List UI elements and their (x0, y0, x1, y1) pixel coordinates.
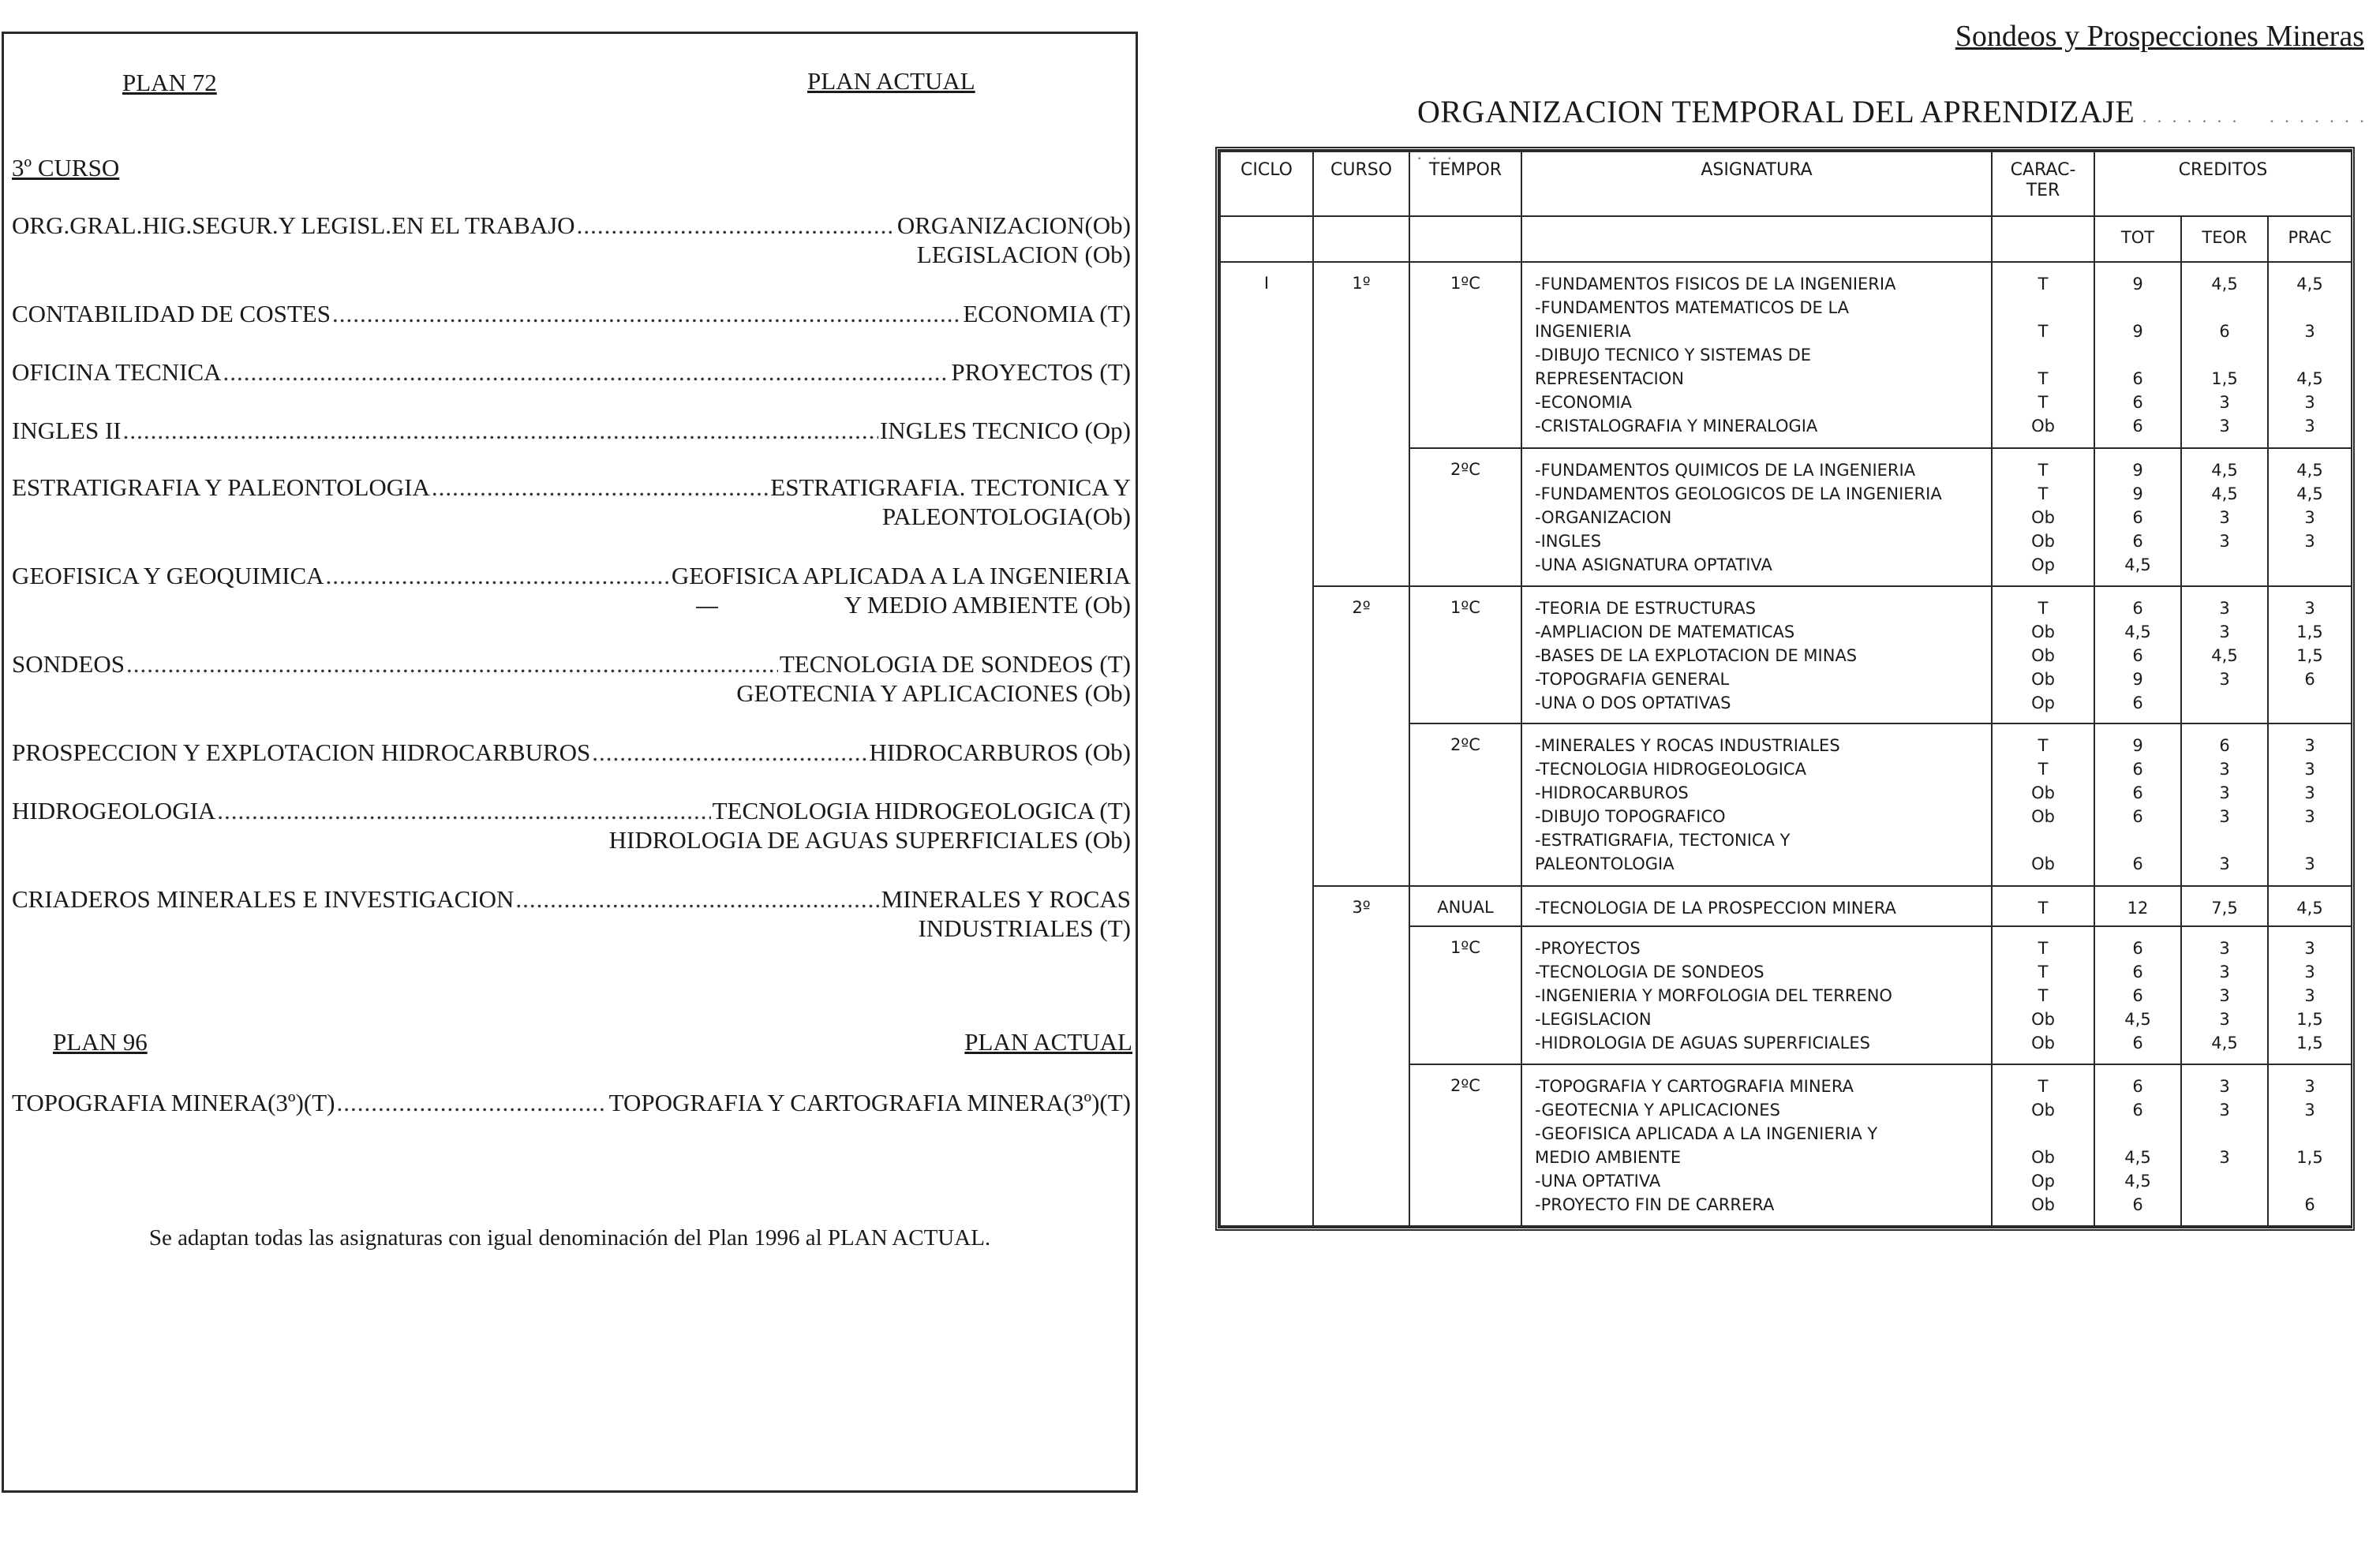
teor-cell (2181, 448, 2268, 586)
asignatura-cell (1521, 448, 1992, 586)
value-line: 6 (2132, 645, 2143, 665)
value-line: 3 (2219, 532, 2230, 551)
value-line (1993, 1122, 2094, 1146)
subject-line: MEDIO AMBIENTE (1535, 1147, 1682, 1167)
value-line: 9 (2132, 484, 2143, 504)
value-line: 3 (2219, 393, 2230, 412)
value-line: 6 (2132, 1194, 2143, 1214)
value-line: 3 (2304, 760, 2315, 780)
value-line: Op (2031, 693, 2055, 712)
value-line: 3 (2304, 783, 2315, 803)
caracter-cell (1992, 586, 2094, 724)
value-line: 3 (2304, 393, 2315, 412)
equivalence-row (12, 649, 1131, 708)
old-subject: CONTABILIDAD DE COSTES (12, 300, 331, 327)
value-line (2095, 828, 2180, 852)
value-line: 6 (2132, 783, 2143, 803)
value-line: 6 (2132, 963, 2143, 982)
value-line: 3 (2304, 1100, 2315, 1120)
value-line: 3 (2219, 508, 2230, 528)
subject-line: -BASES DE LA EXPLOTACION DE MINAS (1535, 645, 1858, 665)
value-line: 9 (2132, 669, 2143, 689)
tempor-cell: 1ºC (1409, 586, 1521, 724)
prac-cell (2268, 586, 2352, 724)
value-line: 6 (2132, 760, 2143, 780)
asignatura-cell (1521, 262, 1992, 448)
value-line (2182, 1122, 2267, 1146)
new-subject-continuation: PALEONTOLOGIA(Ob) (881, 503, 1131, 530)
value-line: 4,5 (2296, 484, 2323, 504)
schedule-block (1220, 586, 2352, 724)
asignatura-cell (1521, 886, 1992, 926)
value-line: 3 (2219, 783, 2230, 803)
value-line: T (2038, 484, 2049, 504)
value-line: 9 (2132, 275, 2143, 293)
value-line: 6 (2132, 986, 2143, 1006)
subject-line: -INGENIERIA Y MORFOLOGIA DEL TERRENO (1535, 986, 1892, 1006)
value-line: 4,5 (2211, 461, 2238, 480)
equivalence-row (12, 796, 1131, 854)
value-line: 4,5 (2124, 1010, 2151, 1030)
equivalence-row (12, 473, 1131, 531)
old-subject: OFICINA TECNICA (12, 358, 222, 386)
value-line: 1,5 (2211, 369, 2238, 388)
old-subject: HIDROGEOLOGIA (12, 797, 216, 824)
old-subject: SONDEOS (12, 650, 125, 678)
equivalence-row (12, 738, 1131, 767)
new-subject: TECNOLOGIA HIDROGEOLOGICA (T) (712, 797, 1131, 824)
value-line: Op (2031, 1171, 2055, 1191)
value-line (2182, 691, 2267, 715)
value-line (2182, 1193, 2267, 1217)
value-line: 6 (2132, 693, 2143, 712)
value-line: Op (2031, 555, 2055, 575)
caracter-cell (1992, 723, 2094, 885)
equivalence-row (12, 561, 1131, 619)
prac-cell (2268, 448, 2352, 586)
header-caracter-line-1: CARAC- (2010, 160, 2076, 180)
asignatura-cell (1521, 586, 1992, 724)
tempor-cell: 2ºC (1409, 723, 1521, 885)
caracter-cell (1992, 448, 2094, 586)
new-subject: ESTRATIGRAFIA. TECTONICA Y (770, 473, 1131, 501)
value-line: 6 (2304, 1194, 2315, 1214)
value-line: 6 (2219, 322, 2230, 341)
value-line: 3 (2304, 322, 2315, 341)
value-line (2095, 343, 2180, 367)
subject-line: -FUNDAMENTOS GEOLOGICOS DE LA INGENIERIA (1535, 484, 1942, 504)
header-tempor: TEMPOR (1409, 151, 1521, 216)
value-line: T (2038, 736, 2049, 756)
value-line: Ob (2031, 532, 2055, 551)
value-line: 3 (2304, 417, 2315, 436)
subject-line: INGENIERIA (1535, 322, 1631, 341)
subject-line: -AMPLIACION DE MATEMATICAS (1535, 622, 1795, 641)
plan72-label: PLAN 72 (122, 69, 217, 96)
value-line: 9 (2132, 461, 2143, 480)
tot-cell (2094, 723, 2181, 885)
subject-line: -ESTRATIGRAFIA, TECTONICA Y (1535, 831, 1791, 851)
value-line: 1,5 (2296, 622, 2323, 641)
subject-line: -TECNOLOGIA HIDROGEOLOGICA (1535, 760, 1806, 780)
value-line: Ob (2031, 1034, 2055, 1053)
value-line: 3 (2304, 986, 2315, 1006)
page-title-text: ORGANIZACION TEMPORAL DEL APRENDIZAJE (1417, 94, 2135, 129)
value-line: Ob (2031, 1194, 2055, 1214)
value-line: 3 (2219, 622, 2230, 641)
value-line: 6 (2132, 393, 2143, 412)
header-asignatura: ASIGNATURA (1521, 151, 1992, 216)
dash-mark (696, 607, 718, 608)
header-curso: CURSO (1313, 151, 1409, 216)
value-line: 4,5 (2124, 1171, 2151, 1191)
caracter-cell (1992, 886, 2094, 926)
old-subject: CRIADEROS MINERALES E INVESTIGACION (12, 885, 515, 913)
value-line (2269, 1122, 2351, 1146)
new-subject: ECONOMIA (T) (963, 300, 1131, 327)
old-subject: PROSPECCION Y EXPLOTACION HIDROCARBUROS (12, 738, 591, 766)
value-line: 1,5 (2296, 645, 2323, 665)
organization-table (1215, 147, 2355, 1231)
value-line (2182, 343, 2267, 367)
value-line: 3 (2304, 508, 2315, 528)
subject-line: -UNA O DOS OPTATIVAS (1535, 693, 1731, 712)
new-subject-continuation: GEOTECNIA Y APLICACIONES (Ob) (736, 679, 1131, 707)
equivalence-row (12, 884, 1131, 943)
value-line: T (2038, 760, 2049, 780)
value-line (2182, 553, 2267, 577)
tempor-cell: 1ºC (1409, 262, 1521, 448)
value-line: 4,5 (2124, 1147, 2151, 1167)
new-subject: HIDROCARBUROS (Ob) (869, 738, 1131, 766)
header-ciclo: CICLO (1220, 151, 1313, 216)
new-subject: INGLES TECNICO (Op) (879, 417, 1131, 444)
value-line: 3 (2304, 598, 2315, 618)
header-tot: TOT (2094, 216, 2181, 262)
value-line: 3 (2304, 854, 2315, 874)
value-line: 3 (2304, 963, 2315, 982)
subject-line: -MINERALES Y ROCAS INDUSTRIALES (1535, 736, 1840, 756)
value-line: 1,5 (2296, 1147, 2323, 1167)
teor-cell (2181, 723, 2268, 885)
value-line: Ob (2031, 1147, 2055, 1167)
value-line: T (2038, 986, 2049, 1006)
value-line: 3 (2219, 1076, 2230, 1096)
curso-cell: 2º (1313, 586, 1409, 886)
tot-cell (2094, 448, 2181, 586)
teor-cell (2181, 886, 2268, 926)
value-line: 9 (2132, 322, 2143, 341)
old-subject: ORG.GRAL.HIG.SEGUR.Y LEGISL.EN EL TRABAJO (12, 211, 575, 239)
value-line: T (2038, 598, 2049, 618)
value-line (2095, 1122, 2180, 1146)
value-line: Ob (2031, 807, 2055, 827)
subject-line: -FUNDAMENTOS MATEMATICOS DE LA (1535, 298, 1850, 317)
value-line: 6 (2132, 807, 2143, 827)
equivalence-row (12, 299, 1131, 328)
value-line: 6 (2132, 1076, 2143, 1096)
new-subject-continuation: LEGISLACION (Ob) (916, 241, 1131, 268)
value-line: 4,5 (2296, 369, 2323, 388)
value-line: Ob (2031, 854, 2055, 874)
value-line: 4,5 (2296, 461, 2323, 480)
page-title: ORGANIZACION TEMPORAL DEL APRENDIZAJE . . . . . . . . . . . . . . . . . (1417, 94, 2367, 163)
value-line (2182, 828, 2267, 852)
value-line (2269, 553, 2351, 577)
value-line (1993, 296, 2094, 320)
subject-line: -TECNOLOGIA DE LA PROSPECCION MINERA (1535, 898, 1896, 918)
prac-cell (2268, 886, 2352, 926)
value-line: 6 (2219, 736, 2230, 756)
value-line: 3 (2219, 669, 2230, 689)
subject-line: -TEORIA DE ESTRUCTURAS (1535, 598, 1756, 618)
header-creditos: CREDITOS (2094, 151, 2352, 216)
schedule-block (1220, 886, 2352, 926)
value-line: Ob (2031, 783, 2055, 803)
teor-cell (2181, 262, 2268, 448)
value-line (2269, 1169, 2351, 1193)
plan-actual-label: PLAN ACTUAL (807, 67, 975, 95)
value-line: 3 (2219, 986, 2230, 1006)
equivalence-row (12, 211, 1131, 269)
subject-line: REPRESENTACION (1535, 369, 1684, 388)
value-line: T (2038, 275, 2049, 293)
value-line: T (2038, 369, 2049, 388)
value-line: Ob (2031, 1010, 2055, 1030)
schedule-block (1220, 262, 2352, 448)
ciclo-cell: I (1220, 262, 1313, 1226)
equivalence-row (12, 416, 1131, 445)
value-line: 3 (2304, 807, 2315, 827)
prac-cell (2268, 262, 2352, 448)
new-subject-continuation: HIDROLOGIA DE AGUAS SUPERFICIALES (Ob) (608, 826, 1131, 854)
value-line: 4,5 (2296, 898, 2323, 918)
tot-cell (2094, 262, 2181, 448)
value-line: 3 (2219, 939, 2230, 959)
subject-line: -FUNDAMENTOS FISICOS DE LA INGENIERIA (1535, 275, 1896, 293)
header-prac: PRAC (2268, 216, 2352, 262)
plan-equivalence-panel (2, 32, 1138, 1493)
subject-line: -ORGANIZACION (1535, 508, 1672, 528)
tempor-cell: ANUAL (1409, 886, 1521, 926)
subject-line: -LEGISLACION (1535, 1010, 1652, 1030)
value-line: Ob (2031, 622, 2055, 641)
teor-cell (2181, 586, 2268, 724)
asignatura-cell (1521, 723, 1992, 885)
subject-line: -DIBUJO TOPOGRAFICO (1535, 807, 1726, 827)
value-line: 7,5 (2211, 898, 2238, 918)
tot-cell (2094, 886, 2181, 926)
subject-line: -CRISTALOGRAFIA Y MINERALOGIA (1535, 417, 1818, 436)
value-line: Ob (2031, 508, 2055, 528)
value-line (2269, 691, 2351, 715)
value-line: T (2038, 898, 2049, 918)
value-line: 3 (2219, 417, 2230, 436)
plan-actual-label-2: PLAN ACTUAL (964, 1028, 1132, 1056)
value-line (2095, 296, 2180, 320)
value-line (2269, 343, 2351, 367)
value-line: 3 (2219, 963, 2230, 982)
value-line (1993, 343, 2094, 367)
subject-line: -FUNDAMENTOS QUIMICOS DE LA INGENIERIA (1535, 461, 1916, 480)
subject-line: -GEOFISICA APLICADA A LA INGENIERIA Y (1535, 1123, 1878, 1143)
subject-line: -TECNOLOGIA DE SONDEOS (1535, 963, 1764, 982)
value-line: 6 (2132, 1034, 2143, 1053)
caracter-cell (1992, 262, 2094, 448)
new-subject: MINERALES Y ROCAS (881, 885, 1131, 913)
teor-cell (2181, 926, 2268, 1064)
old-subject: TOPOGRAFIA MINERA(3º)(T) (12, 1089, 335, 1116)
new-subject: ORGANIZACION(Ob) (896, 211, 1131, 239)
value-line: 3 (2304, 1076, 2315, 1096)
subject-line: -PROYECTO FIN DE CARRERA (1535, 1194, 1775, 1214)
curso-label: 3º CURSO (12, 154, 120, 181)
value-line: 4,5 (2211, 275, 2238, 293)
document-header: Sondeos y Prospecciones Mineras (1955, 20, 2364, 53)
value-line: 3 (2219, 760, 2230, 780)
value-line: 3 (2304, 532, 2315, 551)
value-line: 3 (2219, 1147, 2230, 1167)
old-subject: GEOFISICA Y GEOQUIMICA (12, 562, 324, 589)
value-line: T (2038, 1076, 2049, 1096)
subject-line: -UNA ASIGNATURA OPTATIVA (1535, 555, 1772, 575)
value-line (2269, 296, 2351, 320)
value-line: 6 (2132, 1100, 2143, 1120)
value-line: 3 (2219, 807, 2230, 827)
value-line: T (2038, 963, 2049, 982)
teor-cell (2181, 1064, 2268, 1226)
header-caracter (1992, 151, 2094, 216)
subject-line: PALEONTOLOGIA (1535, 854, 1675, 874)
value-line (2269, 828, 2351, 852)
asignatura-cell (1521, 1064, 1992, 1226)
value-line (1993, 828, 2094, 852)
value-line: 4,5 (2124, 555, 2151, 575)
value-line: 4,5 (2296, 275, 2323, 293)
value-line: 1,5 (2296, 1010, 2323, 1030)
value-line: 3 (2219, 1010, 2230, 1030)
schedule-table (1219, 151, 2352, 1227)
new-subject: PROYECTOS (T) (951, 358, 1131, 386)
curso-cell: 3º (1313, 886, 1409, 1226)
subject-line: -HIDROLOGIA DE AGUAS SUPERFICIALES (1535, 1034, 1870, 1053)
subject-line: -GEOTECNIA Y APLICACIONES (1535, 1100, 1780, 1120)
new-subject-continuation: INDUSTRIALES (T) (918, 914, 1131, 942)
value-line: 6 (2304, 669, 2315, 689)
tot-cell (2094, 1064, 2181, 1226)
old-subject: INGLES II (12, 417, 122, 444)
value-line (2182, 1169, 2267, 1193)
plan96-equivalence-row (12, 1088, 1131, 1117)
old-subject: ESTRATIGRAFIA Y PALEONTOLOGIA (12, 473, 430, 501)
subject-line: -TOPOGRAFIA Y CARTOGRAFIA MINERA (1535, 1076, 1854, 1096)
value-line: Ob (2031, 417, 2055, 436)
new-subject: TOPOGRAFIA Y CARTOGRAFIA MINERA(3º)(T) (608, 1089, 1131, 1116)
tempor-cell: 2ºC (1409, 448, 1521, 586)
subject-line: -PROYECTOS (1535, 939, 1641, 959)
value-line: 6 (2132, 939, 2143, 959)
value-line: 3 (2304, 736, 2315, 756)
new-subject: TECNOLOGIA DE SONDEOS (T) (779, 650, 1131, 678)
tempor-cell: 1ºC (1409, 926, 1521, 1064)
subject-line: -HIDROCARBUROS (1535, 783, 1689, 803)
subject-line: -DIBUJO TECNICO Y SISTEMAS DE (1535, 346, 1812, 365)
value-line: 6 (2132, 598, 2143, 618)
value-line: 6 (2132, 508, 2143, 528)
asignatura-cell (1521, 926, 1992, 1064)
value-line: 3 (2219, 854, 2230, 874)
tot-cell (2094, 926, 2181, 1064)
subject-line: -UNA OPTATIVA (1535, 1171, 1661, 1191)
prac-cell (2268, 723, 2352, 885)
value-line: 4,5 (2211, 1034, 2238, 1053)
value-line: 3 (2219, 598, 2230, 618)
value-line: 6 (2132, 369, 2143, 388)
header-caracter-line-2: TER (2026, 181, 2060, 200)
value-line: 9 (2132, 736, 2143, 756)
caracter-cell (1992, 926, 2094, 1064)
subject-line: -ECONOMIA (1535, 393, 1632, 412)
value-line: Ob (2031, 669, 2055, 689)
value-line: 4,5 (2211, 645, 2238, 665)
subject-line: -TOPOGRAFIA GENERAL (1535, 669, 1730, 689)
value-line: T (2038, 322, 2049, 341)
header-teor: TEOR (2181, 216, 2268, 262)
value-line: 6 (2132, 854, 2143, 874)
value-line: 6 (2132, 417, 2143, 436)
value-line: T (2038, 393, 2049, 412)
value-line: 6 (2132, 532, 2143, 551)
value-line: 1,5 (2296, 1034, 2323, 1053)
curso-cell: 1º (1313, 262, 1409, 586)
value-line: 3 (2219, 1100, 2230, 1120)
value-line: Ob (2031, 645, 2055, 665)
new-subject: GEOFISICA APLICADA A LA INGENIERIA (671, 562, 1131, 589)
footer-note: Se adaptan todas las asignaturas con igual denominación del Plan 1996 al PLAN ACTUAL. (148, 1225, 991, 1251)
value-line: T (2038, 461, 2049, 480)
value-line: T (2038, 939, 2049, 959)
value-line: Ob (2031, 1100, 2055, 1120)
prac-cell (2268, 926, 2352, 1064)
prac-cell (2268, 1064, 2352, 1226)
caracter-cell (1992, 1064, 2094, 1226)
tot-cell (2094, 586, 2181, 724)
plan96-label: PLAN 96 (53, 1028, 148, 1056)
value-line: 4,5 (2124, 622, 2151, 641)
value-line: 4,5 (2211, 484, 2238, 504)
value-line (2182, 296, 2267, 320)
tempor-cell: 2ºC (1409, 1064, 1521, 1226)
subject-line: -INGLES (1535, 532, 1602, 551)
new-subject-continuation: Y MEDIO AMBIENTE (Ob) (844, 591, 1131, 619)
value-line: 12 (2127, 898, 2149, 918)
value-line: 3 (2304, 939, 2315, 959)
equivalence-row (12, 357, 1131, 387)
